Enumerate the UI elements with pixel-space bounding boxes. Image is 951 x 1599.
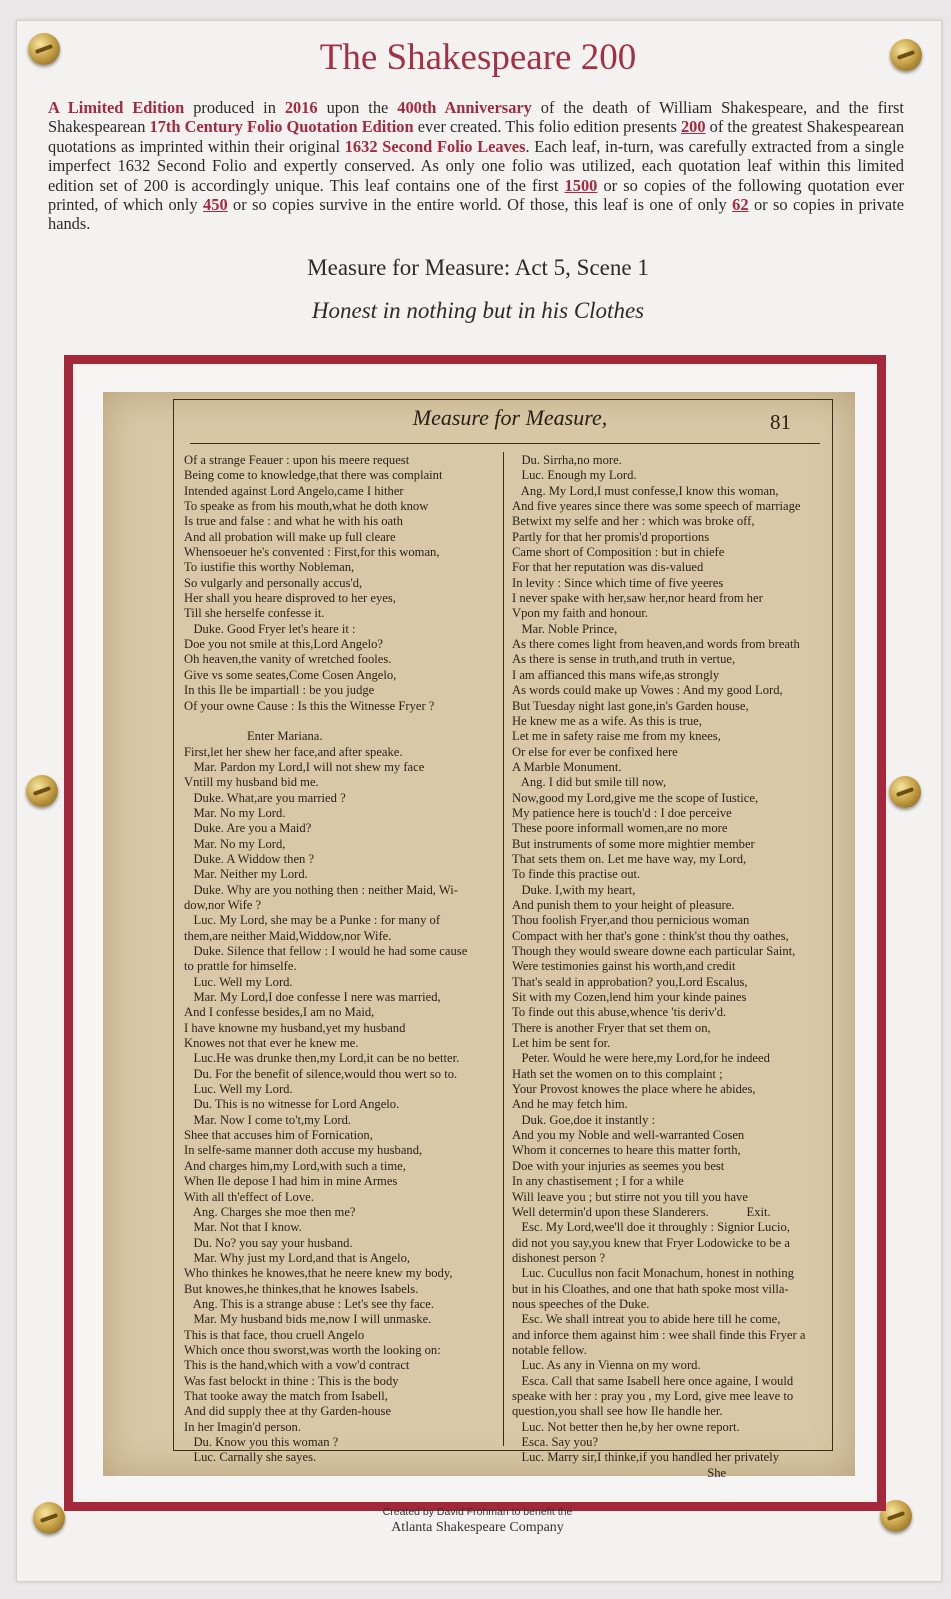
text-line: Mar. My Lord,I doe confesse I nere was married,	[184, 990, 441, 1005]
text-line: Whensoeuer he's convented : First,for this woman,	[184, 545, 440, 560]
text-line: Duke. What,are you married ?	[184, 790, 346, 805]
text-line: Luc.He was drunke then,my Lord,it can be no better.	[184, 1051, 460, 1066]
copies-surviving: 450	[203, 195, 228, 215]
quotation-count: 200	[680, 117, 706, 137]
text-line: Esca. Say you?	[512, 1435, 599, 1449]
text-line: Mar. My husband bids me,now I will unmaske.	[184, 1312, 432, 1327]
intro-text: of the death of William Shakespeare, and the first Shakespearean	[48, 98, 904, 137]
text-line: Luc. My Lord, she may be a Punke : for many of	[184, 913, 441, 928]
text-line: As there comes light from heaven,and words from breath	[512, 637, 800, 652]
intro-text: produced in	[184, 98, 285, 117]
page-title: The Shakespeare 200	[319, 37, 637, 78]
text-line: notable fellow.	[512, 1342, 587, 1357]
text-line: Mar. Neither my Lord.	[184, 867, 308, 882]
header-rule	[190, 443, 820, 444]
text-line: Were testimonies gainst his worth,and credit	[512, 959, 736, 974]
limited-edition-label: A Limited Edition	[48, 98, 185, 117]
text-line: Her shall you heare disproved to her eyes,	[184, 591, 396, 606]
text-line: Enter Mariana.	[184, 729, 323, 744]
text-line: To finde out this abuse,whence 'tis deriv'd.	[512, 1005, 727, 1020]
text-line: And did supply thee at thy Garden-house	[184, 1404, 392, 1419]
text-line: Luc. Well my Lord.	[184, 1082, 293, 1097]
text-column-right	[512, 453, 827, 1481]
text-line: Is true and false : and what he with his oath	[184, 514, 403, 529]
text-line: Of your owne Cause : Is this the Witnesse Fryer ?	[184, 698, 435, 713]
text-line: First,let her shew her face,and after speake.	[184, 744, 403, 759]
text-line: Duke. A Widdow then ?	[184, 851, 315, 866]
text-line: As words could make up Vowes : And my good Lord,	[512, 683, 783, 698]
text-line: Duke. Silence that fellow : I would he had some cause	[184, 944, 468, 958]
text-line: My patience here is touch'd : I doe perceive	[512, 805, 732, 820]
brass-screw-icon	[33, 1502, 65, 1534]
text-line: Vpon my faith and honour.	[512, 606, 649, 621]
text-line: Mar. Why just my Lord,and that is Angelo,	[184, 1250, 411, 1265]
intro-text: upon the	[317, 98, 398, 117]
text-line: Luc. As any in Vienna on my word.	[512, 1358, 701, 1373]
text-line: Luc. Well my Lord.	[184, 974, 293, 989]
edition-description	[48, 98, 904, 234]
text-line: Partly for that her promis'd proportions	[512, 529, 710, 544]
text-line: Which once thou sworst,was worth the looking on:	[184, 1342, 441, 1357]
text-line: To iustifie this worthy Nobleman,	[184, 560, 355, 575]
text-line: But instruments of some more mightier member	[512, 836, 755, 851]
intro-text: or so copies survive in the entire world. Of those, this leaf is one of only	[227, 195, 733, 215]
text-line: Was fast belockt in thine : This is the body	[184, 1373, 399, 1388]
text-line: He knew me as a wife. As this is true,	[512, 713, 702, 728]
folio-label: 1632 Second Folio Leaves	[344, 136, 526, 156]
text-line: Ang. Charges she moe then me?	[184, 1204, 356, 1219]
text-line: dow,nor Wife ?	[184, 897, 262, 912]
text-line: but in his Cloathes, and one that hath spoke most villa-	[512, 1281, 789, 1296]
text-line: But knowes,he thinkes,that he knowes Isabels.	[184, 1281, 419, 1296]
running-head: Measure for Measure,	[412, 405, 608, 430]
text-line: Mar. Pardon my Lord,I will not shew my face	[184, 759, 425, 774]
text-line: to prattle for himselfe.	[184, 959, 297, 974]
text-line: Duke. Good Fryer let's heare it :	[184, 621, 356, 636]
text-line: Du. No? you say your husband.	[184, 1235, 353, 1250]
text-line: With all th'effect of Love.	[184, 1189, 314, 1204]
text-line: Let him be sent for.	[512, 1036, 611, 1051]
intro-text: of the greatest Shakespearean quotations as imprinted within their original	[48, 117, 905, 156]
text-line: For that her reputation was dis-valued	[512, 560, 704, 575]
text-line: Duke. Are you a Maid?	[184, 821, 312, 836]
text-line: I never spake with her,saw her,nor heard from her	[512, 591, 763, 606]
text-line: And you my Noble and well-warranted Cosen	[512, 1128, 745, 1143]
text-line: In this Ile be impartiall : be you judge	[184, 683, 375, 698]
text-line: Peter. Would he were here,my Lord,for he indeed	[512, 1051, 770, 1066]
text-line: Esc. My Lord,wee'll doe it throughly : Signior Lucio,	[512, 1220, 790, 1235]
text-line: Doe you not smile at this,Lord Angelo?	[184, 637, 384, 652]
text-line: Ang. My Lord,I must confesse,I know this woman,	[512, 483, 779, 498]
text-line: Luc. Not better then he,by her owne report.	[512, 1419, 740, 1434]
text-line: A Marble Monument.	[512, 759, 622, 774]
text-line: Well determin'd upon these Slanderers. Exit.	[512, 1204, 771, 1219]
text-line: There is another Fryer that set them on,	[512, 1020, 711, 1035]
intro-text: . Each leaf, in-turn, was carefully extracted from a single imperfect 1632 Second Folio and expertly conserved. As only one folio was utilized, each quotation leaf within this limited edition set of 200 is accordingly unique. This leaf contains one of the first	[48, 136, 904, 195]
text-line	[184, 714, 499, 729]
text-line: Give vs some seates,Come Cosen Angelo,	[184, 667, 397, 682]
text-line: Let me in safety raise me from my knees,	[512, 729, 721, 744]
intro-text: or so copies in private hands.	[48, 195, 904, 234]
text-line: I am affianced this mans wife,as strongly	[512, 667, 720, 682]
text-line: This is that face, thou cruell Angelo	[184, 1327, 365, 1342]
text-line: In levity : Since which time of five yeeres	[512, 575, 724, 590]
text-line: Till she herselfe confesse it.	[184, 606, 325, 621]
text-line: And I confesse besides,I am no Maid,	[184, 1005, 375, 1020]
text-line: Now,good my Lord,give me the scope of Iustice,	[512, 790, 759, 805]
text-line: Mar. Not that I know.	[184, 1220, 302, 1235]
play-reference: Measure for Measure: Act 5, Scene 1	[307, 255, 649, 280]
text-line: dishonest person ?	[512, 1250, 606, 1265]
text-line: nous speeches of the Duke.	[512, 1296, 650, 1311]
intro-text: or so copies of the following quotation ever printed, of which only	[48, 175, 904, 215]
text-line: Whom it concernes to heare this matter forth,	[512, 1143, 741, 1158]
text-line: Vntill my husband bid me.	[184, 775, 319, 790]
text-line: That's seald in approbation? you,Lord Escalus,	[512, 974, 748, 989]
text-line: And charges him,my Lord,with such a time,	[184, 1158, 406, 1173]
edition-type-label: 17th Century Folio Quotation Edition	[149, 117, 414, 137]
text-line: Ang. I did but smile till now,	[512, 775, 667, 790]
text-line: And all probation will make up full cleare	[184, 529, 396, 544]
credit-line: Created by David Frohman to benefit the	[382, 1506, 573, 1518]
text-line: Oh heaven,the vanity of wretched fooles.	[184, 652, 392, 667]
brass-screw-icon	[889, 776, 921, 808]
text-line: To speake as from his mouth,what he doth know	[184, 499, 429, 514]
year-label: 2016	[284, 98, 318, 117]
text-line: Esca. Call that same Isabell here once againe, I would	[512, 1373, 794, 1388]
text-line: Being come to knowledge,that there was complaint	[184, 468, 443, 483]
featured-quotation: Honest in nothing but in his Clothes	[311, 298, 645, 323]
intro-text: ever created. This folio edition presents	[413, 117, 681, 137]
text-line: Du. This is no witnesse for Lord Angelo.	[184, 1097, 400, 1112]
text-line: Duk. Goe,doe it instantly :	[512, 1112, 656, 1127]
beneficiary-name: Atlanta Shakespeare Company	[391, 1520, 564, 1535]
text-line: Luc. Enough my Lord.	[512, 468, 637, 483]
brass-screw-icon	[26, 775, 58, 807]
text-line: She	[512, 1465, 727, 1480]
text-line: Or else for ever be confixed here	[512, 744, 678, 759]
copies-private: 62	[732, 195, 749, 215]
text-line: Intended against Lord Angelo,came I hither	[184, 483, 404, 498]
text-line: Though they would sweare downe each particular Saint,	[512, 944, 796, 958]
text-line: Luc. Carnally she sayes.	[184, 1450, 317, 1465]
text-line: These poore informall women,are no more	[512, 821, 728, 836]
text-line: did not you say,you knew that Fryer Lodowicke to be a	[512, 1235, 790, 1250]
text-line: When Ile depose I had him in mine Armes	[184, 1174, 398, 1189]
copies-printed: 1500	[564, 175, 598, 195]
text-line: question,you shall see how Ile handle her.	[512, 1404, 723, 1419]
text-line: Duke. Why are you nothing then : neither Maid, Wi-	[184, 882, 458, 897]
page-number: 81	[770, 410, 791, 434]
column-divider	[503, 452, 504, 1446]
text-line: Esc. We shall intreat you to abide here till he come,	[512, 1312, 781, 1327]
text-line: Knowes not that ever he knew me.	[184, 1036, 359, 1051]
text-line: Mar. No my Lord,	[184, 836, 286, 851]
text-line: Luc. Cucullus non facit Monachum, honest in nothing	[512, 1266, 794, 1281]
text-line: Hath set the women on to this complaint ;	[512, 1066, 723, 1081]
text-line: And he may fetch him.	[512, 1097, 628, 1112]
text-line: This is the hand,which with a vow'd contract	[184, 1358, 410, 1373]
text-line: Du. Sirrha,no more.	[512, 453, 622, 467]
text-line: That tooke away the match from Isabell,	[184, 1388, 388, 1403]
text-line: Du. Know you this woman ?	[184, 1435, 339, 1449]
text-line: Betwixt my selfe and her : which was broke off,	[512, 514, 755, 529]
text-line: In any chastisement ; I for a while	[512, 1174, 684, 1189]
text-line: To finde this practise out.	[512, 867, 641, 882]
text-line: But Tuesday night last gone,in's Garden house,	[512, 698, 749, 713]
text-line: Came short of Composition : but in chiefe	[512, 545, 725, 560]
text-column-left	[184, 453, 499, 1466]
text-line: Of a strange Feauer : upon his meere request	[184, 453, 410, 467]
text-line: them,are neither Maid,Widdow,nor Wife.	[184, 928, 392, 943]
text-line: And five yeares since there was some speech of marriage	[512, 499, 801, 514]
text-line: speake with her : pray you , my Lord, give mee leave to	[512, 1388, 794, 1403]
text-line: So vulgarly and personally accus'd,	[184, 575, 363, 590]
anniversary-label: 400th Anniversary	[397, 98, 532, 117]
text-line: Sit with my Cozen,lend him your kinde paines	[512, 990, 747, 1005]
text-line: That sets them on. Let me have way, my Lord,	[512, 851, 747, 866]
text-line: Shee that accuses him of Fornication,	[184, 1128, 373, 1143]
text-line: Ang. This is a strange abuse : Let's see thy face.	[184, 1296, 434, 1311]
text-line: In selfe-same manner doth accuse my husband,	[184, 1143, 423, 1158]
text-line: Thou foolish Fryer,and thou pernicious woman	[512, 913, 750, 928]
text-line: And punish them to your height of pleasure.	[512, 897, 735, 912]
text-line: and inforce them against him : wee shall finde this Fryer a	[512, 1327, 806, 1342]
text-line: I have knowne my husband,yet my husband	[184, 1020, 406, 1035]
text-line: Will leave you ; but stirre not you till you have	[512, 1189, 748, 1204]
text-line: Mar. Now I come to't,my Lord.	[184, 1112, 352, 1127]
text-line: Luc. Marry sir,I thinke,if you handled her privately	[512, 1450, 780, 1465]
text-line: Doe with your injuries as seemes you best	[512, 1158, 725, 1173]
text-line: Your Provost knowes the place where he abides,	[512, 1082, 756, 1097]
text-line: Who thinkes he knowes,that he neere knew my body,	[184, 1266, 453, 1281]
text-line: Mar. No my Lord.	[184, 805, 286, 820]
text-line: In her Imagin'd person.	[184, 1419, 301, 1434]
text-line: Duke. I,with my heart,	[512, 882, 636, 897]
text-line: Du. For the benefit of silence,would thou wert so to.	[184, 1066, 458, 1081]
text-line: Compact with her that's gone : think'st thou thy oathes,	[512, 928, 789, 943]
text-line: As there is sense in truth,and truth in vertue,	[512, 652, 736, 667]
text-line: Mar. Noble Prince,	[512, 621, 618, 636]
